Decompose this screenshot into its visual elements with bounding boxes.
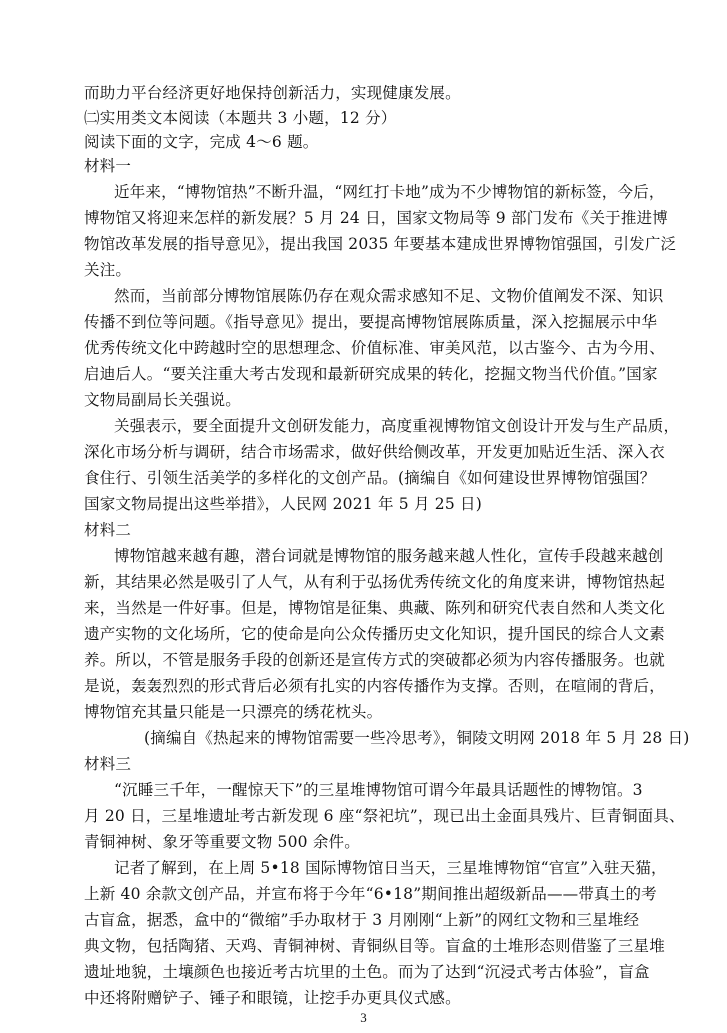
text-line: 文物局副局长关强说。: [84, 391, 242, 409]
text-line: 关强表示，要全面提升文创研发能力，高度重视博物馆文创设计开发与生产品质，: [114, 417, 680, 435]
source-citation: (摘编自《热起来的博物馆需要一些冷思考》，铜陵文明网 2018 年 5 月 28 日): [144, 729, 690, 747]
text-line: 青铜神树、象牙等重要文物 500 余件。: [84, 833, 360, 851]
text-line: 博物馆又将迎来怎样的新发展？5 月 24 日，国家文物局等 9 部门发布《关于推进博: [84, 209, 668, 227]
material-heading-3: 材料三: [84, 755, 132, 773]
text-line: 上新 40 余款文创产品，并宣布将于今年“6•18”期间推出超级新品——带真土的考: [84, 885, 657, 903]
instruction-line: 阅读下面的文字，完成 4～6 题。: [84, 133, 319, 151]
text-line: 启迪后人。“要关注重大考古发现和最新研究成果的转化，挖掘文物当代价值。”国家: [84, 365, 658, 383]
material-heading-1: 材料一: [84, 157, 132, 175]
text-line: 近年来，“博物馆热”不断升温，“网红打卡地”成为不少博物馆的新标签，今后，: [114, 183, 665, 201]
text-line: 是说，轰轰烈烈的形式背后必须有扎实的内容传播作为支撑。否则，在喧闹的背后，: [84, 677, 665, 695]
text-line: 物馆改革发展的指导意见》，提出我国 2035 年要基本建成世界博物馆强国，引发广泛: [84, 235, 677, 253]
text-line: 养。所以，不管是服务手段的创新还是宣传方式的突破都必须为内容传播服务。也就: [84, 651, 665, 669]
text-line: “沉睡三千年，一醒惊天下”的三星堆博物馆可谓今年最具话题性的博物馆。3: [114, 781, 643, 799]
text-line: 国家文物局提出这些举措》，人民网 2021 年 5 月 25 日): [84, 495, 482, 513]
section-heading: ㈡实用类文本阅读（本题共 3 小题，12 分）: [84, 109, 397, 127]
text-line: 记者了解到，在上周 5•18 国际博物馆日当天，三星堆博物馆“官宣”入驻天猫，: [114, 859, 667, 877]
text-line: 遗产实物的文化场所，它的使命是向公众传播历史文化知识，提升国民的综合人文素: [84, 625, 665, 643]
text-line: 月 20 日，三星堆遗址考古新发现 6 座“祭祀坑”，现已出土金面具残片、巨青铜面具、: [84, 807, 685, 825]
page-number: 3: [360, 1010, 367, 1025]
text-line: 深化市场分析与调研，结合市场需求，做好供给侧改革，开发更加贴近生活、深入衣: [84, 443, 665, 461]
text-line: 优秀传统文化中跨越时空的思想理念、价值标准、审美风范，以古鉴今、古为今用、: [84, 339, 665, 357]
text-line: 传播不到位等问题。《指导意见》提出，要提高博物馆展陈质量，深入挖掘展示中华: [84, 313, 658, 331]
text-line: 食住行、引领生活美学的多样化的文创产品。(摘编自《如何建设世界博物馆强国？: [84, 469, 656, 487]
text-line: 中还将附赠铲子、锤子和眼镜，让挖手办更具仪式感。: [84, 989, 461, 1007]
text-line: 然而，当前部分博物馆展陈仍存在观众需求感知不足、文物价值阐发不深、知识: [114, 287, 664, 305]
text-line: 而助力平台经济更好地保持创新活力，实现健康发展。: [84, 84, 461, 102]
text-line: 遗址地貌，土壤颜色也接近考古坑里的土色。而为了达到“沉浸式考古体验”，盲盒: [84, 963, 650, 981]
text-line: 来，当然是一件好事。但是，博物馆是征集、典藏、陈列和研究代表自然和人类文化: [84, 599, 665, 617]
material-heading-2: 材料二: [84, 521, 132, 539]
text-line: 博物馆越来越有趣，潜台词就是博物馆的服务越来越人性化，宣传手段越来越创: [114, 547, 664, 565]
text-line: 关注。: [84, 261, 132, 279]
text-line: 古盲盒，据悉，盒中的“微缩”手办取材于 3 月刚刚“上新”的网红文物和三星堆经: [84, 911, 640, 929]
text-line: 典文物，包括陶猪、天鸡、青铜神树、青铜纵目等。盲盒的土堆形态则借鉴了三星堆: [84, 937, 665, 955]
text-line: 博物馆充其量只能是一只漂亮的绣花枕头。: [84, 703, 383, 721]
text-line: 新，其结果必然是吸引了人气，从有利于弘扬优秀传统文化的角度来讲，博物馆热起: [84, 573, 665, 591]
